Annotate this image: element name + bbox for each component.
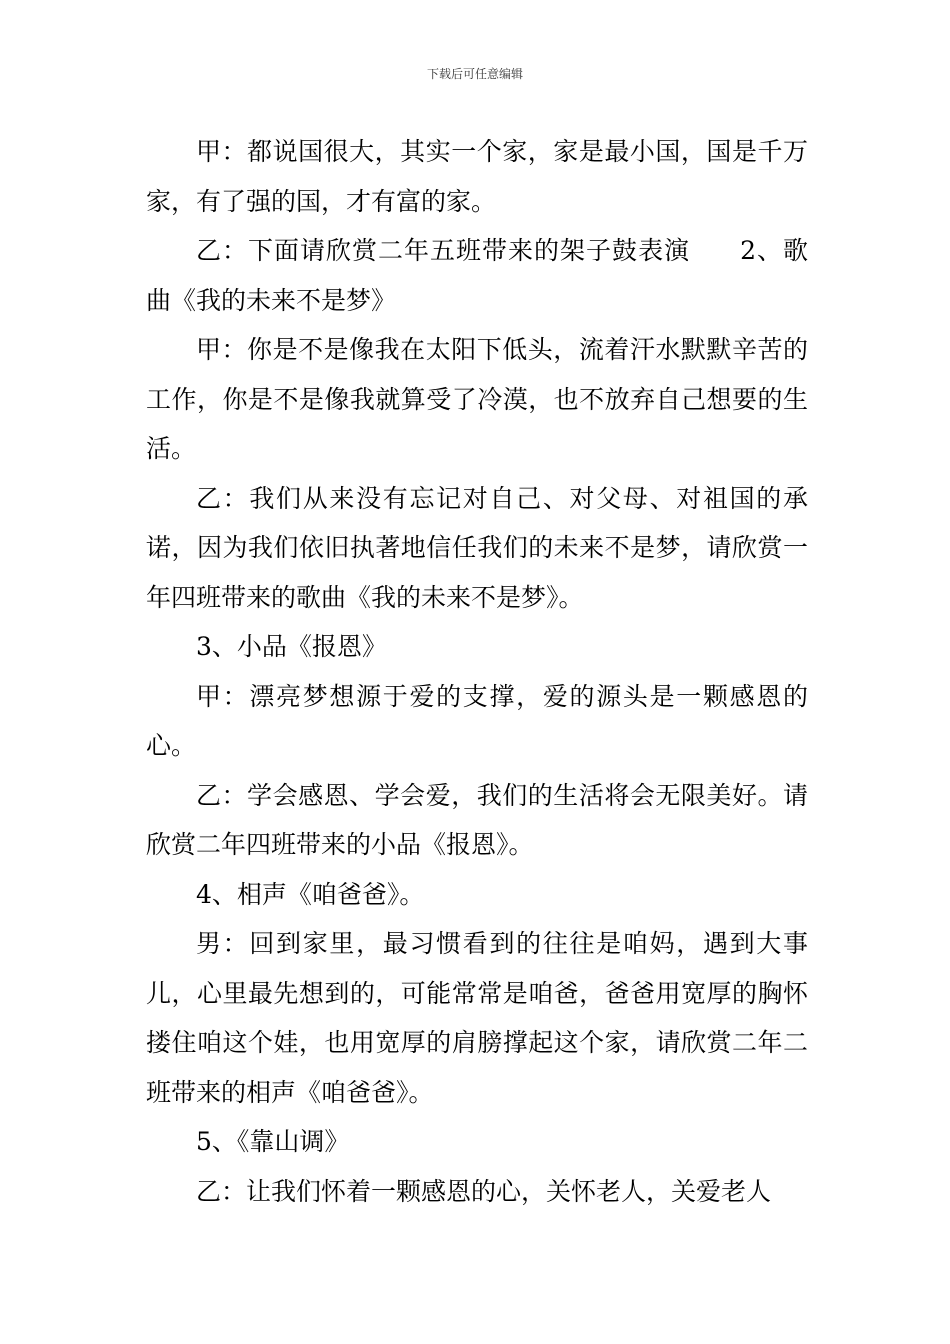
paragraph-dialogue: 乙：下面请欣赏二年五班带来的架子鼓表演 xyxy=(196,236,691,265)
paragraph-dialogue: 男：回到家里，最习惯看到的往往是咱妈，遇到大事儿，心里最先想到的，可能常常是咱爸，爸爸用宽厚的胸怀搂住咱这个娃，也用宽厚的肩膀撑起这个家，请欣赏二年二班带来的相声《咱爸爸》。 xyxy=(146,929,808,1107)
page-header-note: 下载后可任意编辑 xyxy=(426,67,523,81)
program-item-heading: 4、相声《咱爸爸》。 xyxy=(196,879,425,909)
paragraph-dialogue: 甲：漂亮梦想源于爱的支撑，爱的源头是一颗感恩的心。 xyxy=(146,681,808,760)
paragraph-dialogue: 甲：都说国很大，其实一个家，家是最小国，国是千万家，有了强的国，才有富的家。 xyxy=(146,137,808,216)
paragraph-dialogue: 乙：让我们怀着一颗感恩的心，关怀老人，关爱老人 xyxy=(196,1176,772,1206)
paragraph-dialogue: 乙：学会感恩、学会爱，我们的生活将会无限美好。请欣赏二年四班带来的小品《报恩》。 xyxy=(146,780,808,859)
program-item-heading: 3、小品《报恩》 xyxy=(196,632,387,661)
paragraph-dialogue: 甲：你是不是像我在太阳下低头，流着汗水默默辛苦的工作，你是不是像我就算受了冷漠，也不放弃自己想要的生活。 xyxy=(146,335,808,463)
document-body xyxy=(146,127,808,1216)
paragraph-dialogue: 乙：我们从来没有忘记对自己、对父母、对祖国的承诺，因为我们依旧执著地信任我们的未来不是梦，请欣赏一年四班带来的歌曲《我的未来不是梦》。 xyxy=(146,483,808,612)
program-item-heading: 2、歌曲《我的未来不是梦》 xyxy=(146,236,808,315)
paragraph-dialogue-with-item xyxy=(146,226,808,325)
program-item-heading: 5、《靠山调》 xyxy=(196,1127,350,1156)
